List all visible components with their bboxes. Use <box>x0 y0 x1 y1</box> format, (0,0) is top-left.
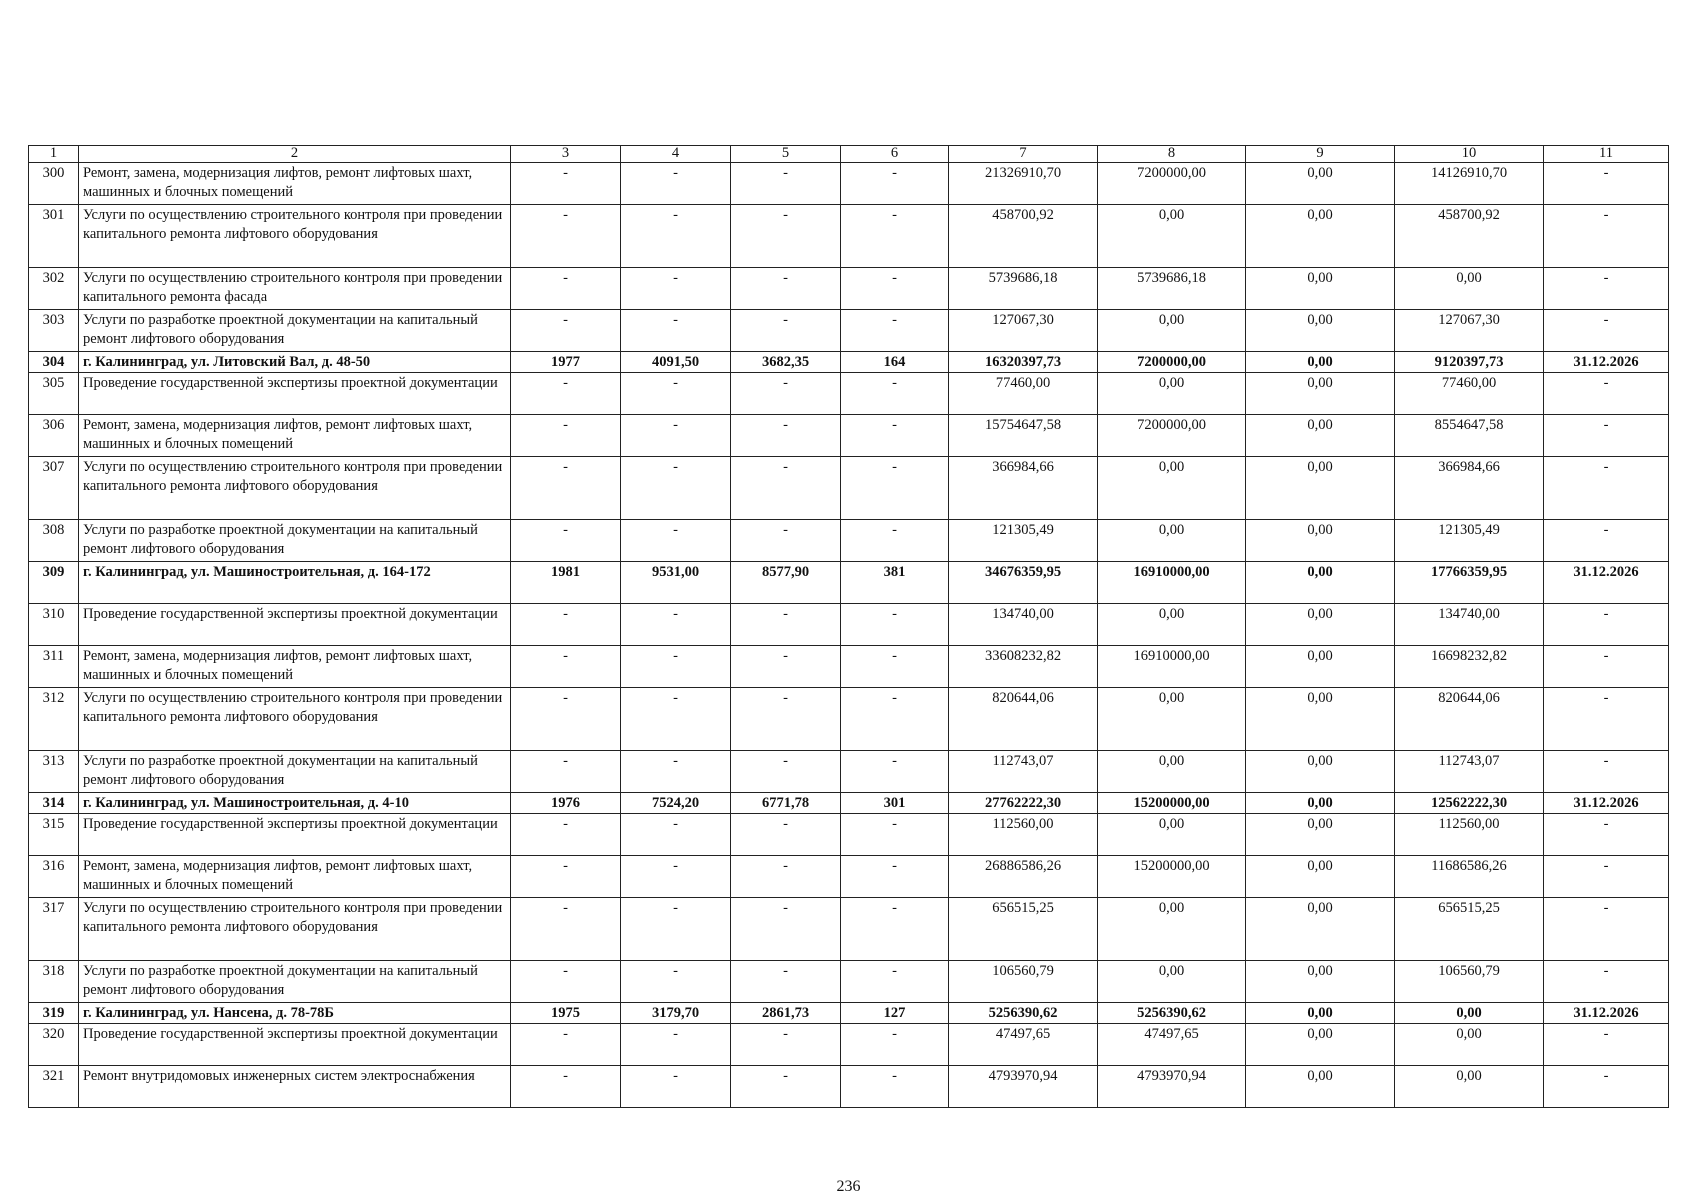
year-cell: 1981 <box>511 562 621 604</box>
cost-col-8-cell: 16910000,00 <box>1098 646 1246 688</box>
cost-col-10-cell: 121305,49 <box>1395 520 1544 562</box>
cost-col-8-cell: 7200000,00 <box>1098 415 1246 457</box>
cost-col-8-cell: 7200000,00 <box>1098 352 1246 373</box>
area-cell: - <box>621 898 731 961</box>
year-cell: - <box>511 520 621 562</box>
residents-cell: - <box>841 1066 949 1108</box>
total-cost-cell: 112560,00 <box>949 814 1098 856</box>
table-row <box>29 1003 1669 1024</box>
residents-cell: - <box>841 205 949 268</box>
year-cell: - <box>511 310 621 352</box>
total-cost-cell: 21326910,70 <box>949 163 1098 205</box>
total-cost-cell: 4793970,94 <box>949 1066 1098 1108</box>
total-cost-cell: 366984,66 <box>949 457 1098 520</box>
cost-col-10-cell: 12562222,30 <box>1395 793 1544 814</box>
cost-col-8-cell: 16910000,00 <box>1098 562 1246 604</box>
deadline-cell: - <box>1544 688 1669 751</box>
year-cell: - <box>511 205 621 268</box>
area-cell: - <box>621 751 731 793</box>
deadline-cell: - <box>1544 961 1669 1003</box>
row-number: 301 <box>29 205 79 268</box>
cost-col-10-cell: 112743,07 <box>1395 751 1544 793</box>
living-area-cell: 8577,90 <box>731 562 841 604</box>
table-row <box>29 604 1669 646</box>
table-row <box>29 562 1669 604</box>
cost-col-9-cell: 0,00 <box>1246 751 1395 793</box>
living-area-cell: - <box>731 163 841 205</box>
table-row <box>29 814 1669 856</box>
cost-col-10-cell: 11686586,26 <box>1395 856 1544 898</box>
residents-cell: - <box>841 604 949 646</box>
table-row <box>29 163 1669 205</box>
row-description: Услуги по осуществлению строительного контроля при проведении капитального ремонта лифтового оборудования <box>79 688 511 751</box>
residents-cell: 381 <box>841 562 949 604</box>
residents-cell: - <box>841 457 949 520</box>
cost-col-9-cell: 0,00 <box>1246 1066 1395 1108</box>
column-header: 11 <box>1544 146 1669 163</box>
row-description: Услуги по разработке проектной документации на капитальный ремонт лифтового оборудования <box>79 961 511 1003</box>
residents-cell: - <box>841 310 949 352</box>
residents-cell: - <box>841 268 949 310</box>
cost-col-8-cell: 15200000,00 <box>1098 793 1246 814</box>
residents-cell: - <box>841 961 949 1003</box>
cost-col-10-cell: 0,00 <box>1395 1024 1544 1066</box>
cost-col-9-cell: 0,00 <box>1246 205 1395 268</box>
residents-cell: - <box>841 856 949 898</box>
column-header: 10 <box>1395 146 1544 163</box>
cost-col-9-cell: 0,00 <box>1246 856 1395 898</box>
living-area-cell: - <box>731 268 841 310</box>
page-number: 236 <box>836 1178 861 1195</box>
cost-col-10-cell: 8554647,58 <box>1395 415 1544 457</box>
cost-col-9-cell: 0,00 <box>1246 793 1395 814</box>
cost-col-8-cell: 4793970,94 <box>1098 1066 1246 1108</box>
living-area-cell: - <box>731 310 841 352</box>
residents-cell: - <box>841 415 949 457</box>
residents-cell: - <box>841 688 949 751</box>
cost-col-8-cell: 47497,65 <box>1098 1024 1246 1066</box>
row-description: Услуги по осуществлению строительного контроля при проведении капитального ремонта лифтового оборудования <box>79 457 511 520</box>
cost-col-9-cell: 0,00 <box>1246 163 1395 205</box>
deadline-cell: 31.12.2026 <box>1544 1003 1669 1024</box>
cost-col-9-cell: 0,00 <box>1246 814 1395 856</box>
area-cell: - <box>621 1066 731 1108</box>
cost-col-8-cell: 0,00 <box>1098 457 1246 520</box>
column-header: 7 <box>949 146 1098 163</box>
deadline-cell: - <box>1544 163 1669 205</box>
area-cell: - <box>621 457 731 520</box>
row-number: 300 <box>29 163 79 205</box>
table-row <box>29 793 1669 814</box>
year-cell: - <box>511 415 621 457</box>
living-area-cell: - <box>731 688 841 751</box>
living-area-cell: - <box>731 814 841 856</box>
year-cell: - <box>511 814 621 856</box>
deadline-cell: 31.12.2026 <box>1544 562 1669 604</box>
table-row <box>29 856 1669 898</box>
living-area-cell: - <box>731 604 841 646</box>
total-cost-cell: 77460,00 <box>949 373 1098 415</box>
residents-cell: - <box>841 520 949 562</box>
column-header: 4 <box>621 146 731 163</box>
year-cell: - <box>511 457 621 520</box>
table-row <box>29 646 1669 688</box>
deadline-cell: - <box>1544 814 1669 856</box>
row-description: Услуги по осуществлению строительного контроля при проведении капитального ремонта лифтового оборудования <box>79 898 511 961</box>
residents-cell: - <box>841 373 949 415</box>
cost-col-9-cell: 0,00 <box>1246 373 1395 415</box>
cost-col-10-cell: 458700,92 <box>1395 205 1544 268</box>
cost-col-10-cell: 134740,00 <box>1395 604 1544 646</box>
column-header: 1 <box>29 146 79 163</box>
cost-col-8-cell: 0,00 <box>1098 604 1246 646</box>
row-description: Ремонт внутридомовых инженерных систем электроснабжения <box>79 1066 511 1108</box>
total-cost-cell: 15754647,58 <box>949 415 1098 457</box>
row-description: Проведение государственной экспертизы проектной документации <box>79 814 511 856</box>
living-area-cell: - <box>731 1024 841 1066</box>
cost-col-10-cell: 0,00 <box>1395 268 1544 310</box>
table-row <box>29 373 1669 415</box>
row-number: 307 <box>29 457 79 520</box>
deadline-cell: - <box>1544 1066 1669 1108</box>
table-row <box>29 310 1669 352</box>
cost-col-10-cell: 656515,25 <box>1395 898 1544 961</box>
cost-col-10-cell: 17766359,95 <box>1395 562 1544 604</box>
area-cell: - <box>621 310 731 352</box>
column-header: 9 <box>1246 146 1395 163</box>
year-cell: - <box>511 898 621 961</box>
living-area-cell: - <box>731 751 841 793</box>
living-area-cell: - <box>731 856 841 898</box>
cost-col-8-cell: 5256390,62 <box>1098 1003 1246 1024</box>
living-area-cell: - <box>731 646 841 688</box>
deadline-cell: - <box>1544 646 1669 688</box>
residents-cell: 127 <box>841 1003 949 1024</box>
cost-col-10-cell: 820644,06 <box>1395 688 1544 751</box>
living-area-cell: - <box>731 205 841 268</box>
row-description: Ремонт, замена, модернизация лифтов, ремонт лифтовых шахт, машинных и блочных помещений <box>79 646 511 688</box>
row-description: Услуги по разработке проектной документации на капитальный ремонт лифтового оборудования <box>79 310 511 352</box>
column-header: 2 <box>79 146 511 163</box>
cost-col-10-cell: 16698232,82 <box>1395 646 1544 688</box>
living-area-cell: - <box>731 898 841 961</box>
living-area-cell: 3682,35 <box>731 352 841 373</box>
row-number: 320 <box>29 1024 79 1066</box>
year-cell: 1975 <box>511 1003 621 1024</box>
cost-col-9-cell: 0,00 <box>1246 268 1395 310</box>
row-description: Ремонт, замена, модернизация лифтов, ремонт лифтовых шахт, машинных и блочных помещений <box>79 163 511 205</box>
table-row <box>29 961 1669 1003</box>
cost-col-9-cell: 0,00 <box>1246 415 1395 457</box>
cost-col-8-cell: 0,00 <box>1098 814 1246 856</box>
deadline-cell: - <box>1544 268 1669 310</box>
living-area-cell: - <box>731 961 841 1003</box>
cost-col-8-cell: 0,00 <box>1098 205 1246 268</box>
row-description: г. Калининград, ул. Машиностроительная, д. 164-172 <box>79 562 511 604</box>
column-header: 6 <box>841 146 949 163</box>
table-row <box>29 205 1669 268</box>
cost-col-9-cell: 0,00 <box>1246 604 1395 646</box>
cost-col-9-cell: 0,00 <box>1246 1024 1395 1066</box>
living-area-cell: - <box>731 373 841 415</box>
column-header: 8 <box>1098 146 1246 163</box>
deadline-cell: 31.12.2026 <box>1544 352 1669 373</box>
total-cost-cell: 458700,92 <box>949 205 1098 268</box>
deadline-cell: - <box>1544 415 1669 457</box>
row-description: Услуги по осуществлению строительного контроля при проведении капитального ремонта лифтового оборудования <box>79 205 511 268</box>
cost-col-8-cell: 15200000,00 <box>1098 856 1246 898</box>
row-number: 309 <box>29 562 79 604</box>
row-description: г. Калининград, ул. Машиностроительная, д. 4-10 <box>79 793 511 814</box>
deadline-cell: - <box>1544 520 1669 562</box>
column-header: 5 <box>731 146 841 163</box>
row-description: Услуги по разработке проектной документации на капитальный ремонт лифтового оборудования <box>79 520 511 562</box>
cost-col-10-cell: 9120397,73 <box>1395 352 1544 373</box>
cost-col-9-cell: 0,00 <box>1246 310 1395 352</box>
total-cost-cell: 127067,30 <box>949 310 1098 352</box>
row-description: Проведение государственной экспертизы проектной документации <box>79 1024 511 1066</box>
total-cost-cell: 5256390,62 <box>949 1003 1098 1024</box>
year-cell: - <box>511 751 621 793</box>
cost-col-10-cell: 14126910,70 <box>1395 163 1544 205</box>
area-cell: - <box>621 415 731 457</box>
row-number: 302 <box>29 268 79 310</box>
row-description: Услуги по осуществлению строительного контроля при проведении капитального ремонта фасада <box>79 268 511 310</box>
table-header-row <box>29 146 1669 163</box>
area-cell: - <box>621 814 731 856</box>
cost-col-8-cell: 5739686,18 <box>1098 268 1246 310</box>
deadline-cell: 31.12.2026 <box>1544 793 1669 814</box>
area-cell: 3179,70 <box>621 1003 731 1024</box>
column-header: 3 <box>511 146 621 163</box>
residents-cell: - <box>841 814 949 856</box>
row-description: Проведение государственной экспертизы проектной документации <box>79 373 511 415</box>
cost-col-10-cell: 77460,00 <box>1395 373 1544 415</box>
cost-col-10-cell: 0,00 <box>1395 1066 1544 1108</box>
cost-col-8-cell: 0,00 <box>1098 310 1246 352</box>
cost-col-8-cell: 0,00 <box>1098 898 1246 961</box>
row-number: 306 <box>29 415 79 457</box>
row-number: 312 <box>29 688 79 751</box>
year-cell: - <box>511 268 621 310</box>
year-cell: - <box>511 1024 621 1066</box>
total-cost-cell: 27762222,30 <box>949 793 1098 814</box>
living-area-cell: - <box>731 520 841 562</box>
cost-col-8-cell: 7200000,00 <box>1098 163 1246 205</box>
living-area-cell: - <box>731 457 841 520</box>
cost-col-10-cell: 106560,79 <box>1395 961 1544 1003</box>
cost-col-10-cell: 0,00 <box>1395 1003 1544 1024</box>
area-cell: - <box>621 688 731 751</box>
living-area-cell: 6771,78 <box>731 793 841 814</box>
deadline-cell: - <box>1544 751 1669 793</box>
residents-cell: 301 <box>841 793 949 814</box>
year-cell: - <box>511 646 621 688</box>
total-cost-cell: 656515,25 <box>949 898 1098 961</box>
cost-col-8-cell: 0,00 <box>1098 373 1246 415</box>
total-cost-cell: 26886586,26 <box>949 856 1098 898</box>
year-cell: - <box>511 688 621 751</box>
cost-col-8-cell: 0,00 <box>1098 688 1246 751</box>
row-number: 321 <box>29 1066 79 1108</box>
year-cell: - <box>511 961 621 1003</box>
cost-col-9-cell: 0,00 <box>1246 961 1395 1003</box>
row-description: Проведение государственной экспертизы проектной документации <box>79 604 511 646</box>
living-area-cell: - <box>731 415 841 457</box>
cost-col-9-cell: 0,00 <box>1246 688 1395 751</box>
total-cost-cell: 112743,07 <box>949 751 1098 793</box>
year-cell: - <box>511 163 621 205</box>
area-cell: - <box>621 961 731 1003</box>
year-cell: - <box>511 604 621 646</box>
row-number: 315 <box>29 814 79 856</box>
year-cell: - <box>511 856 621 898</box>
cost-col-10-cell: 127067,30 <box>1395 310 1544 352</box>
table-row <box>29 415 1669 457</box>
total-cost-cell: 121305,49 <box>949 520 1098 562</box>
deadline-cell: - <box>1544 310 1669 352</box>
area-cell: - <box>621 268 731 310</box>
row-number: 316 <box>29 856 79 898</box>
cost-col-9-cell: 0,00 <box>1246 352 1395 373</box>
table-body <box>29 146 1669 1108</box>
area-cell: - <box>621 1024 731 1066</box>
cost-col-9-cell: 0,00 <box>1246 520 1395 562</box>
year-cell: - <box>511 1066 621 1108</box>
area-cell: - <box>621 163 731 205</box>
cost-col-9-cell: 0,00 <box>1246 562 1395 604</box>
cost-col-10-cell: 112560,00 <box>1395 814 1544 856</box>
total-cost-cell: 33608232,82 <box>949 646 1098 688</box>
row-number: 310 <box>29 604 79 646</box>
area-cell: - <box>621 646 731 688</box>
residents-cell: - <box>841 1024 949 1066</box>
row-number: 305 <box>29 373 79 415</box>
area-cell: - <box>621 856 731 898</box>
row-description: г. Калининград, ул. Нансена, д. 78-78Б <box>79 1003 511 1024</box>
total-cost-cell: 134740,00 <box>949 604 1098 646</box>
deadline-cell: - <box>1544 856 1669 898</box>
total-cost-cell: 16320397,73 <box>949 352 1098 373</box>
total-cost-cell: 34676359,95 <box>949 562 1098 604</box>
cost-col-9-cell: 0,00 <box>1246 898 1395 961</box>
total-cost-cell: 820644,06 <box>949 688 1098 751</box>
row-description: г. Калининград, ул. Литовский Вал, д. 48-50 <box>79 352 511 373</box>
area-cell: - <box>621 604 731 646</box>
area-cell: 9531,00 <box>621 562 731 604</box>
cost-col-8-cell: 0,00 <box>1098 961 1246 1003</box>
area-cell: - <box>621 520 731 562</box>
table-row <box>29 268 1669 310</box>
year-cell: 1977 <box>511 352 621 373</box>
table-row <box>29 898 1669 961</box>
row-number: 311 <box>29 646 79 688</box>
cost-col-8-cell: 0,00 <box>1098 751 1246 793</box>
row-number: 303 <box>29 310 79 352</box>
table-row <box>29 457 1669 520</box>
living-area-cell: 2861,73 <box>731 1003 841 1024</box>
deadline-cell: - <box>1544 604 1669 646</box>
row-number: 313 <box>29 751 79 793</box>
row-number: 304 <box>29 352 79 373</box>
total-cost-cell: 5739686,18 <box>949 268 1098 310</box>
cost-col-9-cell: 0,00 <box>1246 646 1395 688</box>
area-cell: - <box>621 373 731 415</box>
total-cost-cell: 106560,79 <box>949 961 1098 1003</box>
deadline-cell: - <box>1544 457 1669 520</box>
row-description: Услуги по разработке проектной документации на капитальный ремонт лифтового оборудования <box>79 751 511 793</box>
living-area-cell: - <box>731 1066 841 1108</box>
table-row <box>29 688 1669 751</box>
year-cell: - <box>511 373 621 415</box>
row-number: 317 <box>29 898 79 961</box>
year-cell: 1976 <box>511 793 621 814</box>
row-number: 314 <box>29 793 79 814</box>
cost-col-9-cell: 0,00 <box>1246 457 1395 520</box>
residents-cell: - <box>841 898 949 961</box>
table-row <box>29 1066 1669 1108</box>
row-number: 318 <box>29 961 79 1003</box>
area-cell: - <box>621 205 731 268</box>
area-cell: 4091,50 <box>621 352 731 373</box>
residents-cell: - <box>841 751 949 793</box>
deadline-cell: - <box>1544 373 1669 415</box>
row-number: 308 <box>29 520 79 562</box>
table-row <box>29 1024 1669 1066</box>
residents-cell: - <box>841 163 949 205</box>
row-description: Ремонт, замена, модернизация лифтов, ремонт лифтовых шахт, машинных и блочных помещений <box>79 415 511 457</box>
table-row <box>29 352 1669 373</box>
cost-col-9-cell: 0,00 <box>1246 1003 1395 1024</box>
total-cost-cell: 47497,65 <box>949 1024 1098 1066</box>
deadline-cell: - <box>1544 1024 1669 1066</box>
cost-col-10-cell: 366984,66 <box>1395 457 1544 520</box>
data-table <box>28 145 1669 1108</box>
row-number: 319 <box>29 1003 79 1024</box>
deadline-cell: - <box>1544 898 1669 961</box>
area-cell: 7524,20 <box>621 793 731 814</box>
residents-cell: - <box>841 646 949 688</box>
row-description: Ремонт, замена, модернизация лифтов, ремонт лифтовых шахт, машинных и блочных помещений <box>79 856 511 898</box>
table-row <box>29 520 1669 562</box>
table-row <box>29 751 1669 793</box>
cost-col-8-cell: 0,00 <box>1098 520 1246 562</box>
residents-cell: 164 <box>841 352 949 373</box>
deadline-cell: - <box>1544 205 1669 268</box>
